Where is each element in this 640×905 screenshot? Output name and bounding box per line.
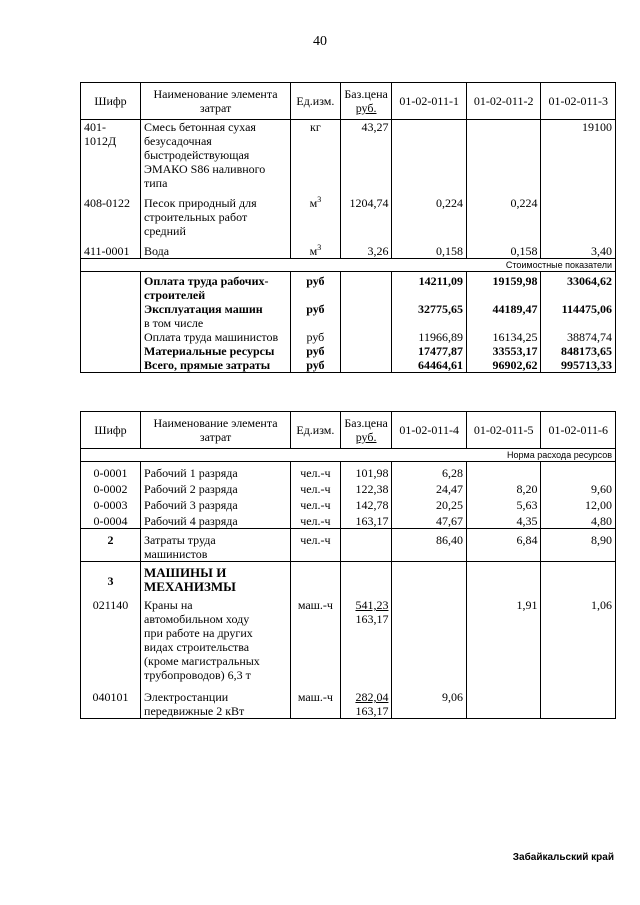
value-cell-1: 20,25 [392, 496, 467, 512]
unit-cell: чел.-ч [291, 480, 341, 496]
value-cell-1: 0,224 [392, 190, 467, 238]
resource-table-1 [80, 82, 616, 373]
table-row [81, 462, 616, 481]
value-cell-2: 0,158 [466, 238, 541, 259]
unit-cell: руб [291, 344, 341, 358]
value-cell-2: 6,84 [466, 529, 541, 562]
caption-row [81, 449, 616, 462]
value-cell-1: 64464,61 [392, 358, 467, 373]
header-unit: Ед.изм. [291, 412, 341, 449]
name-cell: Оплата труда рабочих- строителей [141, 272, 291, 303]
code-cell [81, 302, 141, 316]
value-cell-1 [392, 120, 467, 191]
header-code: Шифр [81, 83, 141, 120]
value-cell-3 [541, 462, 616, 481]
name-cell: Всего, прямые затраты [141, 358, 291, 373]
name-cell: Затраты труда машинистов [141, 529, 291, 562]
value-cell-3: 19100 [541, 120, 616, 191]
unit-cell: кг [291, 120, 341, 191]
value-cell-2: 8,20 [466, 480, 541, 496]
value-cell-1: 86,40 [392, 529, 467, 562]
header-price: Баз.цена руб. [340, 412, 392, 449]
code-cell: 408-0122 [81, 190, 141, 238]
price-cell: 282,04 163,17 [340, 682, 392, 719]
caption-cell: Стоимостные показатели [81, 259, 616, 272]
value-cell-1: 32775,65 [392, 302, 467, 316]
value-cell-2 [466, 120, 541, 191]
value-cell-1 [392, 594, 467, 682]
value-cell-1: 0,158 [392, 238, 467, 259]
value-cell-3: 8,90 [541, 529, 616, 562]
value-cell-1: 24,47 [392, 480, 467, 496]
name-cell: Оплата труда машинистов [141, 330, 291, 344]
value-cell-2: 96902,62 [466, 358, 541, 373]
value-cell-1: 17477,87 [392, 344, 467, 358]
caption-cell: Норма расхода ресурсов [81, 449, 616, 462]
name-cell: Рабочий 2 разряда [141, 480, 291, 496]
unit-cell: чел.-ч [291, 462, 341, 481]
value-cell-3: 114475,06 [541, 302, 616, 316]
price-cell: 163,17 [340, 512, 392, 529]
value-cell-2 [466, 462, 541, 481]
unit-cell: $м^3$ [291, 190, 341, 238]
name-cell: Вода [141, 238, 291, 259]
name-cell: Краны на автомобильном ходу при работе на других видах строительства (кроме магистральных трубопроводов) 6,3 т [141, 594, 291, 682]
price-cell: 43,27 [340, 120, 392, 191]
unit-cell: чел.-ч [291, 496, 341, 512]
code-cell [81, 316, 141, 330]
code-cell [81, 272, 141, 303]
header-unit: Ед.изм. [291, 83, 341, 120]
price-cell [340, 529, 392, 562]
empty-cell [466, 562, 541, 595]
value-cell-3: 33064,62 [541, 272, 616, 303]
table-row [81, 512, 616, 529]
header-col-1: 01-02-011-1 [392, 83, 467, 120]
value-cell-3: 4,80 [541, 512, 616, 529]
price-cell: 101,98 [340, 462, 392, 481]
value-cell-3: 9,60 [541, 480, 616, 496]
unit-cell: руб [291, 330, 341, 344]
price-cell: 1204,74 [340, 190, 392, 238]
value-cell-3: 848173,65 [541, 344, 616, 358]
code-cell: 401-1012Д [81, 120, 141, 191]
unit-cell [291, 316, 341, 330]
code-cell: 0-0002 [81, 480, 141, 496]
value-cell-2: 4,35 [466, 512, 541, 529]
price-cell [340, 344, 392, 358]
unit-cell: маш.-ч [291, 682, 341, 719]
header-col-4: 01-02-011-4 [392, 412, 467, 449]
header-name: Наименование элемента затрат [141, 412, 291, 449]
code-cell: 3 [81, 562, 141, 595]
caption-row [81, 259, 616, 272]
table-row [81, 480, 616, 496]
name-cell: Рабочий 4 разряда [141, 512, 291, 529]
name-cell: Электростанции передвижные 2 кВт [141, 682, 291, 719]
value-cell-3: 38874,74 [541, 330, 616, 344]
table-row [81, 190, 616, 238]
summary-row [81, 316, 616, 330]
value-cell-2: 44189,47 [466, 302, 541, 316]
value-cell-2: 1,91 [466, 594, 541, 682]
header-col-6: 01-02-011-6 [541, 412, 616, 449]
value-cell-3 [541, 682, 616, 719]
value-cell-2 [466, 682, 541, 719]
value-cell-2 [466, 316, 541, 330]
price-cell: 3,26 [340, 238, 392, 259]
unit-cell: руб [291, 272, 341, 303]
summary-row [81, 330, 616, 344]
header-col-3: 01-02-011-3 [541, 83, 616, 120]
value-cell-3 [541, 316, 616, 330]
name-cell: Смесь бетонная сухая безусадочная быстродействующая ЭМАКО S86 наливного типа [141, 120, 291, 191]
value-cell-3: 3,40 [541, 238, 616, 259]
price-cell [340, 302, 392, 316]
value-cell-3: 995713,33 [541, 358, 616, 373]
code-cell: 040101 [81, 682, 141, 719]
code-cell: 2 [81, 529, 141, 562]
value-cell-1: 6,28 [392, 462, 467, 481]
name-cell: Песок природный для строительных работ средний [141, 190, 291, 238]
name-cell: Рабочий 3 разряда [141, 496, 291, 512]
summary-row [81, 302, 616, 316]
code-cell [81, 344, 141, 358]
section-row [81, 529, 616, 562]
name-cell: в том числе [141, 316, 291, 330]
table-header-row [81, 83, 616, 120]
value-cell-2: 19159,98 [466, 272, 541, 303]
table-row [81, 682, 616, 719]
price-cell: 541,23 163,17 [340, 594, 392, 682]
summary-row [81, 344, 616, 358]
code-cell: 021140 [81, 594, 141, 682]
resource-table-2 [80, 411, 616, 719]
code-cell: 0-0001 [81, 462, 141, 481]
empty-cell [392, 562, 467, 595]
header-price: Баз.цена руб. [340, 83, 392, 120]
name-cell: Материальные ресурсы [141, 344, 291, 358]
code-cell: 0-0004 [81, 512, 141, 529]
section-row [81, 562, 616, 595]
price-cell [340, 358, 392, 373]
table-header-row [81, 412, 616, 449]
unit-cell: руб [291, 358, 341, 373]
name-cell: Рабочий 1 разряда [141, 462, 291, 481]
unit-cell: $м^3$ [291, 238, 341, 259]
unit-cell: руб [291, 302, 341, 316]
summary-row [81, 358, 616, 373]
value-cell-3: 12,00 [541, 496, 616, 512]
empty-cell [291, 562, 341, 595]
value-cell-1: 11966,89 [392, 330, 467, 344]
value-cell-1: 14211,09 [392, 272, 467, 303]
value-cell-3: 1,06 [541, 594, 616, 682]
unit-cell: чел.-ч [291, 512, 341, 529]
value-cell-1: 9,06 [392, 682, 467, 719]
table-row [81, 496, 616, 512]
page-number: 40 [313, 34, 327, 49]
price-cell: 122,38 [340, 480, 392, 496]
table-row [81, 238, 616, 259]
value-cell-1: 47,67 [392, 512, 467, 529]
unit-cell: маш.-ч [291, 594, 341, 682]
value-cell-2: 16134,25 [466, 330, 541, 344]
value-cell-2: 5,63 [466, 496, 541, 512]
name-cell: Эксплуатация машин [141, 302, 291, 316]
value-cell-1 [392, 316, 467, 330]
name-cell: МАШИНЫ И МЕХАНИЗМЫ [141, 562, 291, 595]
empty-cell [340, 562, 392, 595]
header-code: Шифр [81, 412, 141, 449]
value-cell-3 [541, 190, 616, 238]
value-cell-2: 0,224 [466, 190, 541, 238]
price-cell: 142,78 [340, 496, 392, 512]
table-row [81, 120, 616, 191]
price-cell [340, 272, 392, 303]
header-col-5: 01-02-011-5 [466, 412, 541, 449]
empty-cell [541, 562, 616, 595]
code-cell [81, 330, 141, 344]
summary-row [81, 272, 616, 303]
price-cell [340, 330, 392, 344]
value-cell-2: 33553,17 [466, 344, 541, 358]
table-row [81, 594, 616, 682]
code-cell [81, 358, 141, 373]
code-cell: 0-0003 [81, 496, 141, 512]
unit-cell: чел.-ч [291, 529, 341, 562]
header-col-2: 01-02-011-2 [466, 83, 541, 120]
header-name: Наименование элемента затрат [141, 83, 291, 120]
code-cell: 411-0001 [81, 238, 141, 259]
price-cell [340, 316, 392, 330]
footer-region: Забайкальский край [512, 852, 614, 863]
